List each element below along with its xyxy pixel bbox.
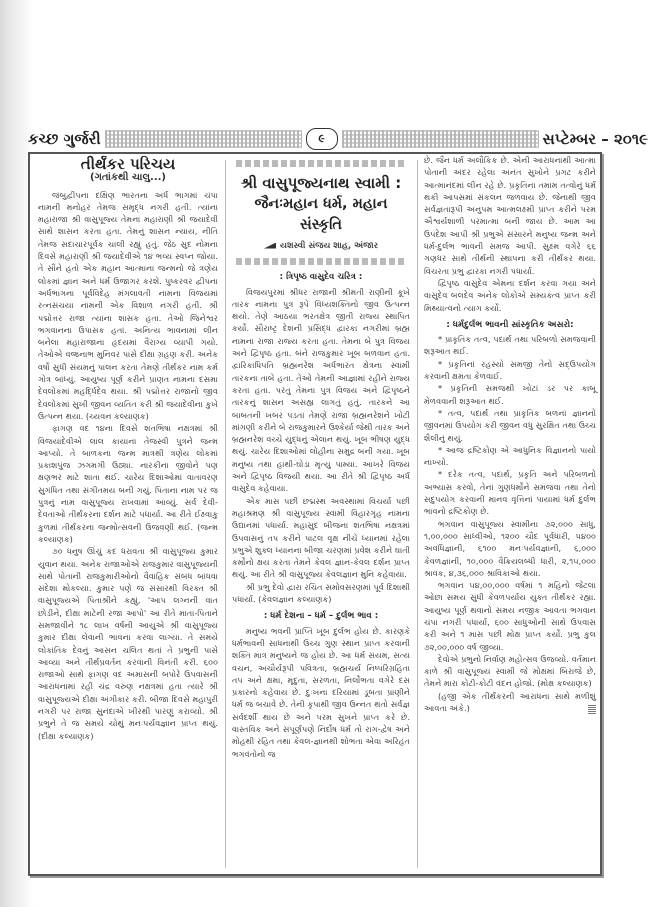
author: યશસ્વી સંજય શાહ, અંજાર [280,241,378,251]
paragraph: શ્રી પ્રભુ દેવો દ્વારા રચિત સમોવસરણમાં પૂર્વ દિશાથી પધાર્યા. (કેવલજ્ઞાન કલ્યાણક) [232,581,410,605]
paragraph: ફાગણ વદ ૧૪ના દિવસે શતભિષા નક્ષત્રમાં શ્રી વિજયાદેવીએ લાલ કાયાના તેજસ્વી પુત્રને જન્મ આપ્યો. તે બાળકના જન્મ માત્રથી ત્રણેય લોકમાં પ્રકાશપુંજ ઝગમગી ઉઠ્યા. નારકીના જીવોને પણ ક્ષણભર માટે શાતા થઈ. ચારેય દિશાઓમાં વાતાવરણ સુગંધિત તથા સંગીતમય બની ગયું. પિતાના નામ પર જ પુત્રનું નામ વાસુપૂજ્ય રાખવામાં આવ્યું. સર્વ દેવી-દેવતાઓ તીર્થંકરના દર્શન માટે પધાર્યા. આ રીતે ઈક્ષ્વાકુ કુળમાં તીર્થંકરના જન્મોત્સવની ઉજવણી થઈ. (જન્મ કલ્યાણક) [38,423,218,544]
ornament-strip-left [105,130,302,148]
middle-column [232,154,410,760]
bullet-item: * તત્વ, પદાર્થ તથા પ્રાકૃતિક બળનાં જ્ઞાનનો જીવનમાં ઉપયોગ કરી જીવન વધુ સુરક્ષિત તથા ઉચ્ચ શૈલીનું થયું. [424,407,596,443]
bullet-item: * પ્રાકૃતિક તત્વ, પદાર્થ તથા પરિબળો સમજવાની શરૂઆત થઈ. [424,334,596,357]
column-divider [417,160,418,868]
issue-date: સપ્ટેમ્બર – ૨૦૧૯ [542,130,649,148]
masthead [28,124,648,154]
paragraph: દેવોએ પ્રભુનો નિર્વાણ મહોત્સવ ઉજવ્યો. વર્તમાન કાળે શ્રી વાસુપૂજ્ય સ્વામી જે મોક્ષમાં બિરાજે છે, તેમને મારા કોટી-કોટી વંદન હોજો. (મોક્ષ કલ્યાણક) [424,653,596,689]
article-title: શ્રી વાસુપૂજ્યનાથ સ્વામી : [240,174,402,192]
paragraph: ભગવાન વાસુપૂજ્ય સ્વામીના ૭૨,૦૦૦ સાધુ, ૧,૦૦,૦૦૦ સાધ્વીઓ, ૧૨૦૦ ચૌદ પૂર્વધારી, ૫૪૦૦ અવધિજ્ઞાની, ૬૧૦૦ મનઃપર્યવજ્ઞાની, ૬,૦૦૦ કેવળજ્ઞાની, ૧૦,૦૦૦ વૈક્રિયલબ્ધી ધારી, ૨,૧૫,૦૦૦ શ્રાવક, ૪,૩૬,૦૦૦ શ્રાવિકાઓ થયા. [424,518,596,578]
paragraph: વિજયપુરમાં શ્રીધર રાજાની શ્રીમતી રાણીની કૂખે તારક નામના પુત્ર રૂપે વિંધ્યશક્તિનો જીવ ઉત્પન્ન થયો. તેણે આઠયા ભરતક્ષેત્ર જીતી રાજ્ય સ્થાપિત કર્યો. સૌરાષ્ટ્ર દેશની પ્રસિદ્ધ દ્વારકા નગરીમાં બ્રહ્મ નામના રાજા રાજ્ય કરતા હતા. તેમના બે પુત્ર વિજય અને દ્વિપૃષ્ઠ હતા. બંને રાજકુમાર ખૂબ બળવાન હતા. દ્વારિકાધિપતિ બ્રહ્મનરેશ અર્ધભારત ક્ષેત્રના સ્વામી તારકના તાબે હતા. તેઓ તેમની આજ્ઞામાં રહીને રાજ્ય કરતા હતા. પરંતુ તેમના પુત્ર વિજય અને દ્વિપૃષ્ઠને તારકનું શાસન અસહ્ય લાગતું હતું. તારકને આ બાબતની ખબર પડતાં તેમણે રાજા બ્રહ્મનરેશને ખોટી માંગણી કરીને બે રાજકુમારને ઉશ્કેર્યા જેથી તારક અને બ્રહ્મનરેશ વચ્ચે યુદ્ધનું એલાન થયું. ખૂબ ભીષણ યુદ્ધ થયું. ચારેય દિશાઓમાં લોહીના સમુદ્ર બની ગયા. ખૂબ મનુષ્ય તથા હાથી-ઘોડા મૃત્યુ પામ્યા. આખરે વિજય અને દ્વિપૃષ્ઠ વિજયી થયા. આ રીતે શ્રી દ્વિપૃષ્ઠ અર્ધ વાસુદેવ કહેવાયા. [232,286,410,494]
left-column [38,154,218,742]
paragraph: મનુષ્ય ભવની પ્રાપ્તિ ખૂબ દુર્લભ હોય છે. કારણકે ધર્મભાવની સાધનાથી ઉચ્ચ ગુણ સ્થાન પ્રાપ્ત કરવાની શક્તિ માત્ર મનુષ્યને જ હોય છે. આ ધર્મ સંયમ, સત્ય વચન, અચૌર્યરૂપી પવિત્રતા, બ્રહ્મચર્ય નિષ્પરિગ્રહિતા તપ અને ક્ષમા, મૃદુતા, સરળતા, નિર્લોભતા વગેરે દસ પ્રકારનો કહેવાય છે. દુઃખના દરિયામાં ડૂબતા પ્રાણીને ધર્મ જ બચાવે છે. તેની કૃપાથી જીવ ઉન્નત થતો સર્વજ્ઞ સર્વદર્શી થાય છે અને પરમ સુખને પ્રાપ્ત કરે છે. વાસ્તવિક અને સંપૂર્ણપણે નિર્દોષ ધર્મ તો રાગ-દ્વેષ અને મોહથી રહિત તથા કેવલ-જ્ઞાનથી શોભતા એવા અરિહંત ભગવંતોનો જ [232,625,410,759]
continued-note: (ગતાંકથી ચાલુ...) [90,172,166,184]
byline [232,240,410,252]
paragraph: ૭૦ ધનુષ ઊંચું કદ ધરાવતા શ્રી વાસુપૂજ્ય કુમાર યુવાન થયા. અનેક રાજાઓએ રાજકુમાર વાસુપૂજ્યની સાથે પોતાની રાજકુમારીઓનો વૈવાહિક સંબંધ બાંધવા સંદેશા મોકલ્યા. કુમાર પણે જ સંસારથી વિરક્ત શ્રી વાસુપૂજ્યએ પિતાશ્રીને કહ્યું, 'આપ લગ્નની વાત છોડીને, દીક્ષા માટેની રજા આપો' આ રીતે માતા-પિતાને સમજાવીને ૧૮ લાખ વર્ષની આયુએ શ્રી વાસુપૂજ્ય કુમાર દીક્ષા લેવાની ભાવના કરવા લાગ્યા. તે સમયે લોકાંતિક દેવનું આસન ચલિત થતાં તે પ્રભુની પાસે આવ્યા અને તીર્થપ્રવર્તન કરવાની વિનંતી કરી. ૬૦૦ રાજાઓ સાથે ફાગણ વદ અમાસની બપોરે ઉપવાસની આરાધનામાં રહી ચંદ્ર વરુણ નક્ષત્રમાં હતા ત્યારે શ્રી વાસુપૂજ્યએ દીક્ષા અંગીકાર કરી. બીજા દિવસે મહાપુરી નગરી પર રાજા સુનંદાએ ખીરથી પારણું કરાવ્યો. શ્રી પ્રભુને તે જ સમયે ચોથું મનઃપર્યવજ્ઞાન પ્રાપ્ત થયું. (દીક્ષા કલ્યાણક) [38,546,218,741]
bullet-item: * પ્રકૃતિનાં રહસ્યો સમજી તેનો સદ્ઉપયોગ કરવાની ક્ષમતા કેળવાઈ. [424,358,596,382]
column-divider [225,160,226,868]
paragraph: છે. જૈન ધર્મ અલૌકિક છે. એની આરાધનાથી આત્મા પોતાની અંદર રહેલા અનંત સુખોને પ્રગટ કરીને આત્માનંદમાં લીન રહે છે. પ્રકૃતિના તમામ તત્વોનું ધર્મ થકી આપસમાં સંકલન જળવાય છે. જેનાથી જીવ સર્વજ્ઞતારૂપી અનુપમ આત્મલક્ષ્મી પ્રાપ્ત કરીને પરમ ઐશ્વર્યશાળી પરમાત્મા બની જાય છે. આમ આ ઉપદેશ આપી શ્રી પ્રભુએ સંસારને મનુષ્ય જન્મ અને ધર્મ-દુર્લભ ભાવની સમજ આપી. સુક્ષ્મ વગેરે ૬૬ ગણધર સાથે તીર્થની સ્થાપના કરી તીર્થંકર થયા. વિચરતા પ્રભુ દ્વારકા નગરી પધાર્યા. [424,155,596,276]
subheading: : ધર્મ દેશના – ધર્મ – દુર્લભ ભાવ : [263,611,379,622]
paragraph: ભગવાન ૫૪,૦૦,૦૦૦ વર્ષમાં ૧ મહિનો જેટલા ઓછા સમય સુધી કેવળપર્યાય યુક્ત તીર્થંકર રહ્યા. આયુષ્ય પૂર્ણ થવાનો સમય નજીક આવતા ભગવાન ચંપા નગરી પધાર્યા, ૬૦૦ સાધુઓની સાથે ઉપવાસ કરી અને ૧ માસ પછી મોક્ષ પ્રાપ્ત કર્યો. પ્રભુ કુલ ૭૨,૦૦,૦૦૦ વર્ષ જીવ્યા. [424,580,596,652]
article-subtitle: જૈનઃમહાન ધર્મ, મહાન સંસ્કૃતિ [254,196,388,233]
bullet-item: * પ્રકૃતિની સમજથી ખોટાં ડર પર કાબૂ મેળવવાની શરૂઆત થઈ. [424,383,596,406]
ornament-row [236,160,406,167]
subheading: : ત્રિપૃષ્ઠ વાસુદેવ ચરિત્ર : [279,272,363,283]
ornament-strip-right [342,130,539,148]
article-frame [28,152,602,876]
bullet-item: * દરેક તત્વ, પદાર્થ, પ્રકૃતિ અને પરિબળનો અભ્યાસ કરવો, તેનાં ગુણધર્મોને સમજવા તથા તેનો સદુપયોગ કરવાની માનવ વૃત્તિનાં પાયામાં ધર્મ દુર્લભ ભાવનો દ્રષ્ટિકોણ છે. [424,469,596,517]
bullet-item: * આજ દ્રષ્ટિકોણ એ આધુનિક વિજ્ઞાનનો પાયો નાખ્યો. [424,444,596,468]
closing-note: (હજી એક તીર્થંકરની આરાધના સાથે મળીશું આવતા અંકે.) [424,690,596,714]
section-title: તીર્થંકર પરિચય [80,155,176,173]
paragraph: દ્વિપૃષ્ઠ વાસુદેવ એમના દર્શન કરવા ગયા અને વાસુદેવ બલદેવ અનેક લોકોએ સમ્યક્ત્વ પ્રાપ્ત કરી મિથ્યાત્વનો ત્યાગ કર્યો. [424,277,596,313]
publication-name: કચ્છ ગુર્જરી [28,130,101,148]
paragraph [424,690,596,715]
paragraph: એક માસ પછી છદ્મસ્થ અવસ્થામાં વિચર્યા પછી મહાશ્રમણ શ્રી વાસુપૂજ્ય સ્વામી વિહારગૃહ નામના ઉદ્યાનમાં પધાર્યા. મહાસુદ બીજના શતભિષા નક્ષત્રમાં ઉપવાસનું તપ કરીને પાટલ વૃક્ષ નીચે ધ્યાનમાં રહેલા પ્રભુએ શુક્લ ધ્યાનના બીજા ચરણમાં પ્રવેશ કરીને ઘાતી કર્મોનો ક્ષય કરતા તેમને કેવલ જ્ઞાન-કેવલ દર્શન પ્રાપ્ત થયું. આ રીતે શ્રી વાસુપૂજ્ય કેવલજ્ઞાન મુનિ કહેવાયા. [232,495,410,580]
pen-icon [264,243,276,249]
paragraph: જંબુદ્વીપના દક્ષિણ ભારતના અર્ધ ભાગમાં ચંપા નામની મનોહર તેમજ સમૃદ્ધ નગરી હતી. ત્યાંના મહારાજા શ્રી વાસુપૂજ્ય તેમના મહારાણી શ્રી જયાદેવી સાથે શાસન કરતા હતા. તેમનું શાસન ન્યાય, નીતિ તેમજ સદાચારપૂર્વક ચાલી રહ્યું હતું. જેઠ સુદ નોમના દિવસે મહારાણી શ્રી જયાદેવીએ ૧૪ ભવ્ય સ્વપ્ન જોયા. તે સૌને હતો એક મહાન આત્માના જન્મનો જે ત્રણેય લોકમાં જ્ઞાન અને ધર્મ ઉજાગર કરશે. પુષ્કરવર દ્વીપના અર્ધભાગના પૂર્વવિદેહ મંગલાવતી નામના વિજયમાં રત્નસંચયા નામની એક વિશાળ નગરી હતી. શ્રી પદ્મોત્તર રાજા ત્યાંના શાસક હતા. તેઓ જિનેશ્વર ભગવાનના ઉપાસક હતાં. અનિત્ય ભાવનામાં લીન બનેલા મહારાજાના હૃદયમાં વૈરાગ્ય વ્યાપી ગયો. તેઓએ વજ્રનાભ મુનિવર પાસે દીક્ષા ગ્રહણ કરી. અનેક વર્ષો સુધી સંયમનું પાલન કરતા તેમણે તીર્થંકર નામ કર્મ ગોત્ર બાંધ્યું. આયુષ્ય પૂર્ણ કરીને પ્રાણત નામના દસમા દેવલોકમાં મહર્દ્ધિદેવ થયા. શ્રી પદ્મોત્તર રાજાનો જીવ દેવલોકમાં સુખી જીવન વ્યતિત કરી શ્રી જયાદેવીના કુખે ઉત્પન્ન થયા. (ચ્યવન કલ્યાણક) [38,189,218,421]
end-mark-icon [588,704,596,714]
right-column [424,154,596,714]
page-number: ૯ [306,128,338,150]
subheading: : ધર્મદુર્લભ ભાવની સાંસ્કૃતિક અસરો: [446,319,574,330]
ornament-row [236,258,406,265]
